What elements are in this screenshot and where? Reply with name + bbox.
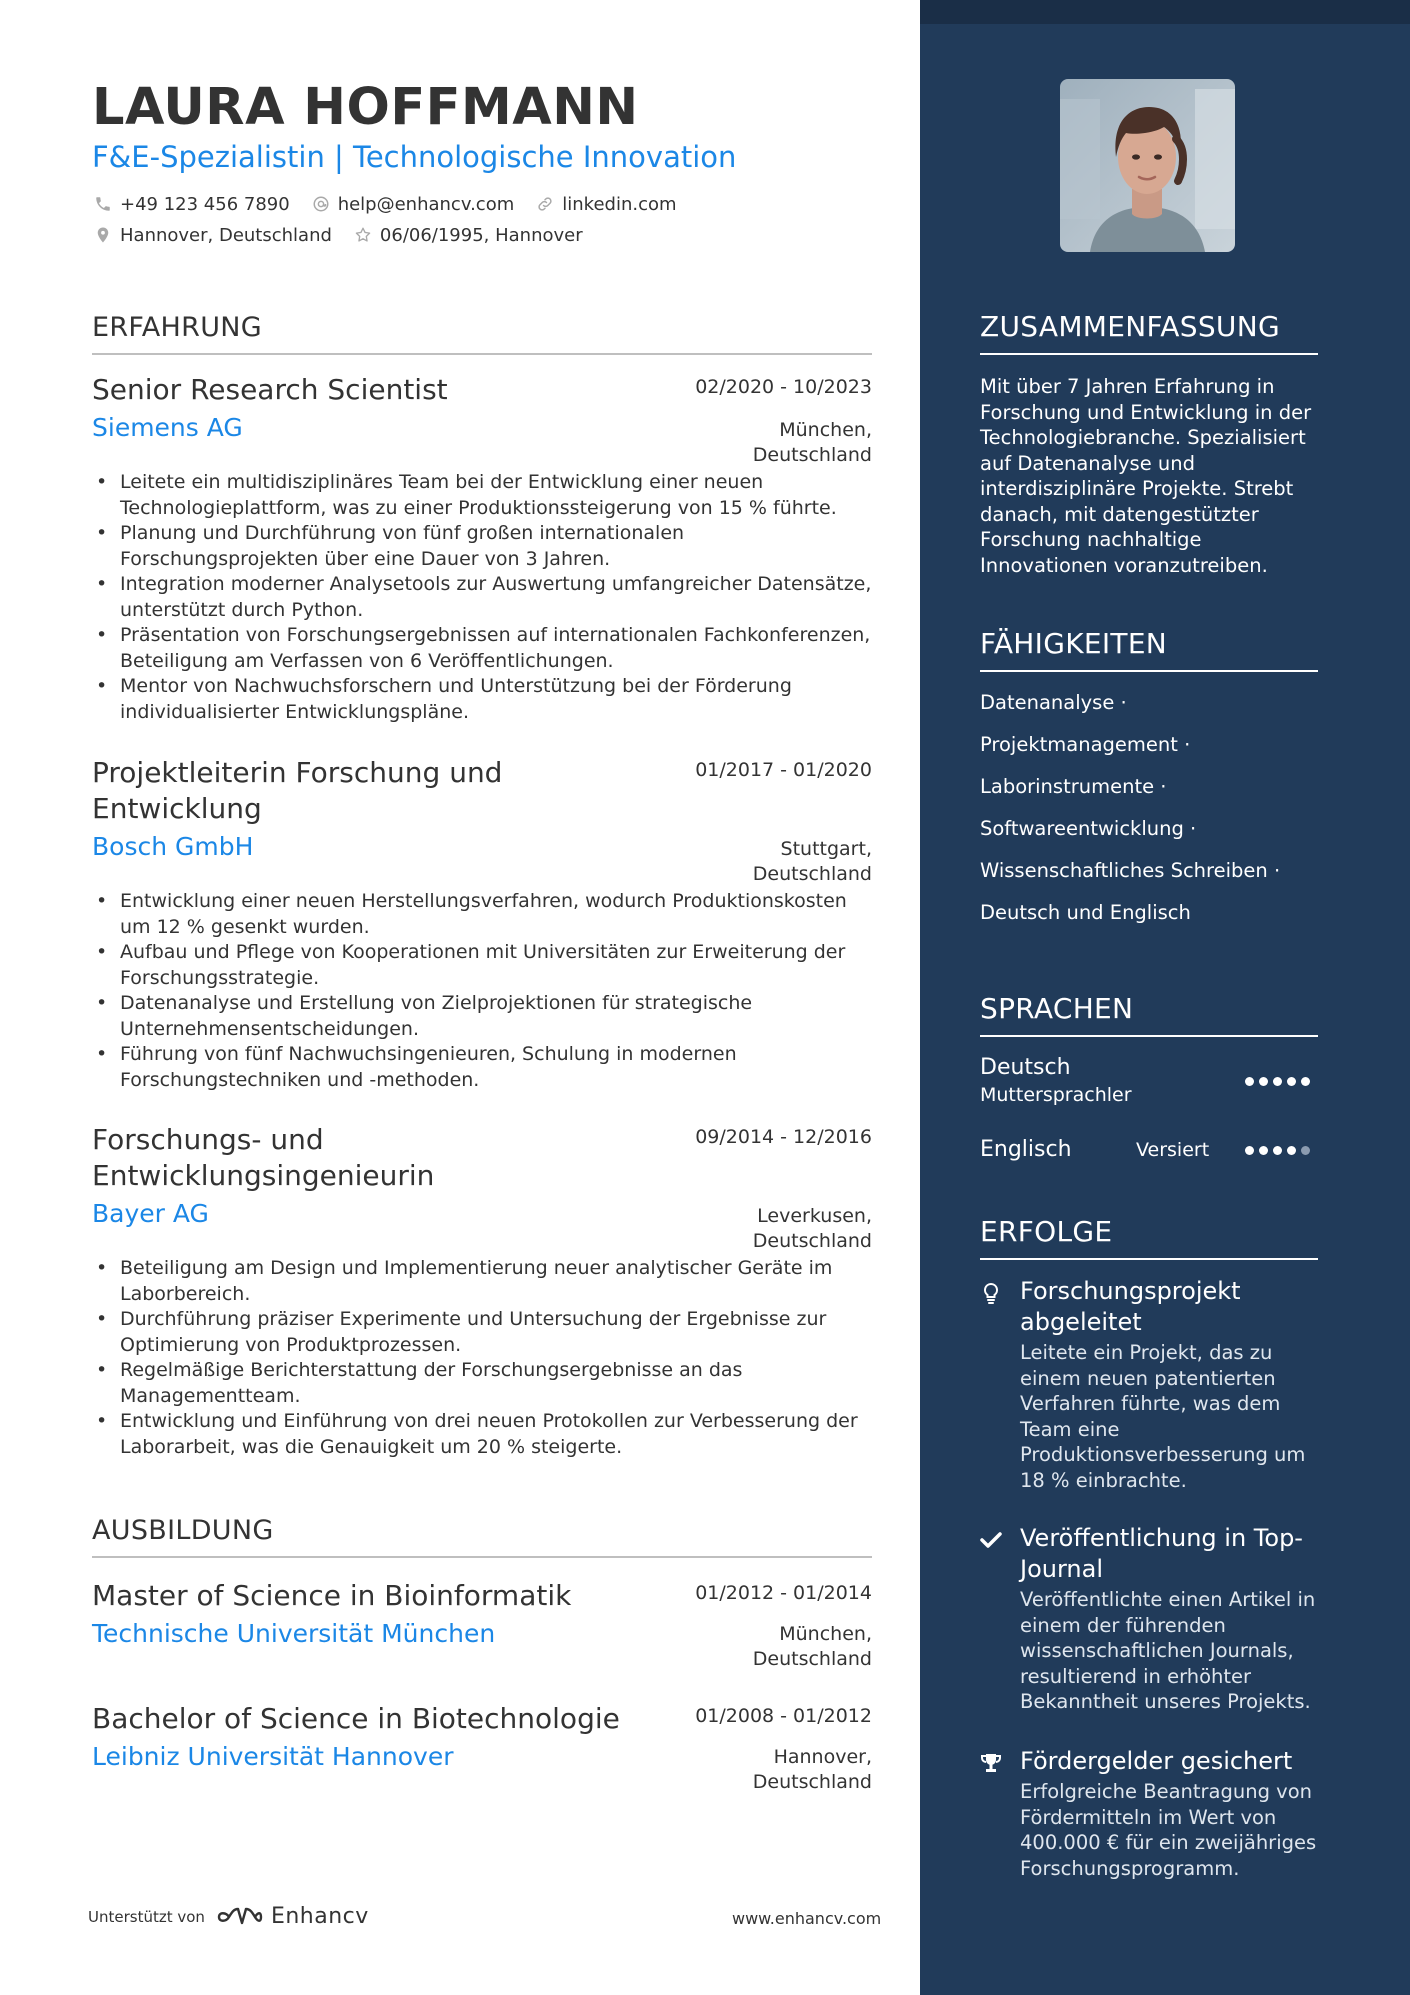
list-item: • Beteiligung am Design und Implementierung neuer analytischer Geräte im Laborbereich. [92,1256,872,1307]
achievement-title: Forschungsprojekt abgeleitet [1020,1277,1241,1336]
contact-phone[interactable] [92,193,290,215]
footer-powered-by [88,1904,369,1929]
summary-text: Mit über 7 Jahren Erfahrung in Forschung und Entwicklung in der Technologiebranche. Spezialisiert auf Datenanalyse und interdisziplinäre Projekte. Strebt danach, mit datengestützter Forschung nachhaltige Innovationen voranzutreiben. [980,375,1312,577]
checkmark-icon [980,1529,1002,1551]
list-item: • Aufbau und Pflege von Kooperationen mit Universitäten zur Erweiterung der Forschungsstrategie. [92,940,872,991]
rating-dot-empty [1301,1146,1310,1155]
list-item: • Planung und Durchführung von fünf großen internationalen Forschungsprojekten über eine Dauer von 3 Jahren. [92,521,872,572]
language-level: Muttersprachler [980,1084,1132,1106]
rating-dot-filled [1273,1146,1282,1155]
list-item: • Führung von fünf Nachwuchsingenieuren, Schulung in modernen Forschungstechniken und -methoden. [92,1042,872,1093]
list-item: • Integration moderner Analysetools zur Auswertung umfangreicher Datensätze, unterstützt durch Python. [92,572,872,623]
job-bullets [92,1256,872,1460]
school-name[interactable]: Technische Universität München [92,1619,496,1648]
rating-dot-filled [1287,1077,1296,1086]
education-date: 01/2008 - 01/2012 [695,1705,872,1727]
contact-email[interactable] [310,193,515,215]
job-location-city: Stuttgart, [780,838,872,860]
education-location-country: Deutschland [752,1771,872,1793]
list-item: • Präsentation von Forschungsergebnissen auf internationalen Fachkonferenzen, Beteiligung am Verfassen von 6 Veröffentlichungen. [92,623,872,674]
company-name[interactable]: Siemens AG [92,413,243,442]
job-location-country: Deutschland [752,444,872,466]
rating-dot-filled [1273,1077,1282,1086]
portrait-image [1060,79,1235,252]
language-name: Deutsch [980,1055,1071,1080]
job-bullets [92,470,872,725]
skill-item: Softwareentwicklung · [980,817,1197,840]
phone-text: +49 123 456 7890 [120,193,290,215]
contact-row-1 [92,193,697,215]
candidate-name: LAURA HOFFMANN [92,78,639,137]
achievement-item [980,1523,1320,1715]
education-entry [92,1578,872,1670]
language-rating [1245,1077,1315,1086]
skill-item: Wissenschaftliches Schreiben · [980,859,1281,882]
job-bullets [92,889,872,1093]
education-location-country: Deutschland [752,1648,872,1670]
achievement-description: Veröffentlichte einen Artikel in einem der führenden wissenschaftlichen Journals, resultierend in erhöhter Bekanntheit unseres Projekts. [1020,1588,1316,1713]
lightbulb-icon [980,1282,1002,1304]
job-location-country: Deutschland [752,1230,872,1252]
skills-section-title: FÄHIGKEITEN [980,627,1318,672]
experience-entry [92,372,872,725]
location-pin-icon [92,224,114,246]
link-icon [534,193,556,215]
job-date: 02/2020 - 10/2023 [695,376,872,398]
job-date: 01/2017 - 01/2020 [695,759,872,781]
star-icon [352,224,374,246]
education-location [753,1745,872,1795]
infinity-logo-icon [217,1905,263,1929]
list-item: • Entwicklung und Einführung von drei neuen Protokollen zur Verbesserung der Laborarbeit, was die Genauigkeit um 20 % steigerte. [92,1409,872,1460]
at-icon [310,193,332,215]
job-location-country: Deutschland [752,863,872,885]
list-item: • Mentor von Nachwuchsforschern und Unterstützung bei der Förderung individualisierter Entwicklungspläne. [92,674,872,725]
rating-dot-filled [1245,1146,1254,1155]
languages-section-title: SPRACHEN [980,992,1318,1037]
job-location-city: München, [779,419,872,441]
achievement-title: Fördergelder gesichert [1020,1747,1293,1775]
rating-dot-filled [1259,1146,1268,1155]
contact-birth [352,224,583,246]
school-name[interactable]: Leibniz Universität Hannover [92,1742,454,1771]
contact-location [92,224,332,246]
skill-item: Datenanalyse · [980,691,1127,714]
education-location-city: München, [779,1623,872,1645]
brand-name: Enhancv [270,1904,369,1929]
list-item: • Datenanalyse und Erstellung von Zielprojektionen für strategische Unternehmensentscheidungen. [92,991,872,1042]
achievement-description: Erfolgreiche Beantragung von Fördermitteln im Wert von 400.000 € für ein zweijähriges Forschungsprogramm. [1020,1780,1317,1880]
skill-item: Deutsch und Englisch [980,901,1191,924]
summary-section-title: ZUSAMMENFASSUNG [980,310,1318,355]
location-text: Hannover, Deutschland [120,224,332,246]
job-role: Projektleiterin Forschung und Entwicklung [92,756,503,825]
job-location-city: Leverkusen, [757,1205,872,1227]
job-location [753,1204,872,1254]
enhancv-logo[interactable] [217,1904,369,1929]
phone-icon [92,193,114,215]
language-name: Englisch [980,1137,1072,1162]
education-date: 01/2012 - 01/2014 [695,1582,872,1604]
language-rating [1245,1146,1315,1155]
degree-title: Bachelor of Science in Biotechnologie [92,1702,620,1735]
education-location [753,1622,872,1672]
rating-dot-filled [1259,1077,1268,1086]
skill-item: Laborinstrumente · [980,775,1167,798]
powered-by-label: Unterstützt von [88,1907,205,1926]
language-level: Versiert [1136,1139,1210,1161]
education-section-title: AUSBILDUNG [92,1515,872,1558]
list-item: • Leitete ein multidisziplinäres Team bei der Entwicklung einer neuen Technologieplattform, was zu einer Produktionssteigerung von 15 % führte. [92,470,872,521]
sidebar-top-bar [920,0,1410,24]
footer-website[interactable]: www.enhancv.com [732,1909,882,1928]
achievement-item [980,1276,1320,1493]
achievement-title: Veröffentlichung in Top-Journal [1020,1524,1303,1583]
education-entry [92,1701,872,1793]
job-role: Senior Research Scientist [92,373,448,406]
job-date: 09/2014 - 12/2016 [695,1126,872,1148]
rating-dot-filled [1287,1146,1296,1155]
rating-dot-filled [1301,1077,1310,1086]
skill-item: Projektmanagement · [980,733,1191,756]
birth-text: 06/06/1995, Hannover [379,224,583,246]
achievements-section-title: ERFOLGE [980,1215,1318,1260]
candidate-title: F&E-Spezialistin | Technologische Innovation [92,140,737,174]
experience-section-title: ERFAHRUNG [92,312,872,355]
rating-dot-filled [1245,1077,1254,1086]
achievement-item [980,1746,1320,1881]
contact-linkedin[interactable] [534,193,676,215]
education-location-city: Hannover, [773,1746,872,1768]
company-name[interactable]: Bosch GmbH [92,832,254,861]
contact-row-2 [92,224,603,246]
experience-entry [92,755,872,1093]
profile-photo [1060,79,1235,252]
company-name[interactable]: Bayer AG [92,1199,209,1228]
email-text: help@enhancv.com [337,193,515,215]
job-location [753,418,872,468]
job-role: Forschungs- und Entwicklungsingenieurin [92,1123,435,1192]
experience-entry [92,1122,872,1460]
degree-title: Master of Science in Bioinformatik [92,1579,572,1612]
job-location [753,837,872,887]
linkedin-text: linkedin.com [562,193,677,215]
achievement-description: Leitete ein Projekt, das zu einem neuen patentierten Verfahren führte, was dem Team eine Produktionsverbesserung um 18 % einbrachte. [1020,1341,1306,1492]
list-item: • Durchführung präziser Experimente und Untersuchung der Ergebnisse zur Optimierung von Produktprozessen. [92,1307,872,1358]
list-item: • Regelmäßige Berichterstattung der Forschungsergebnisse an das Managementteam. [92,1358,872,1409]
list-item: • Entwicklung einer neuen Herstellungsverfahren, wodurch Produktionskosten um 12 % gesenkt wurden. [92,889,872,940]
trophy-icon [980,1752,1002,1774]
